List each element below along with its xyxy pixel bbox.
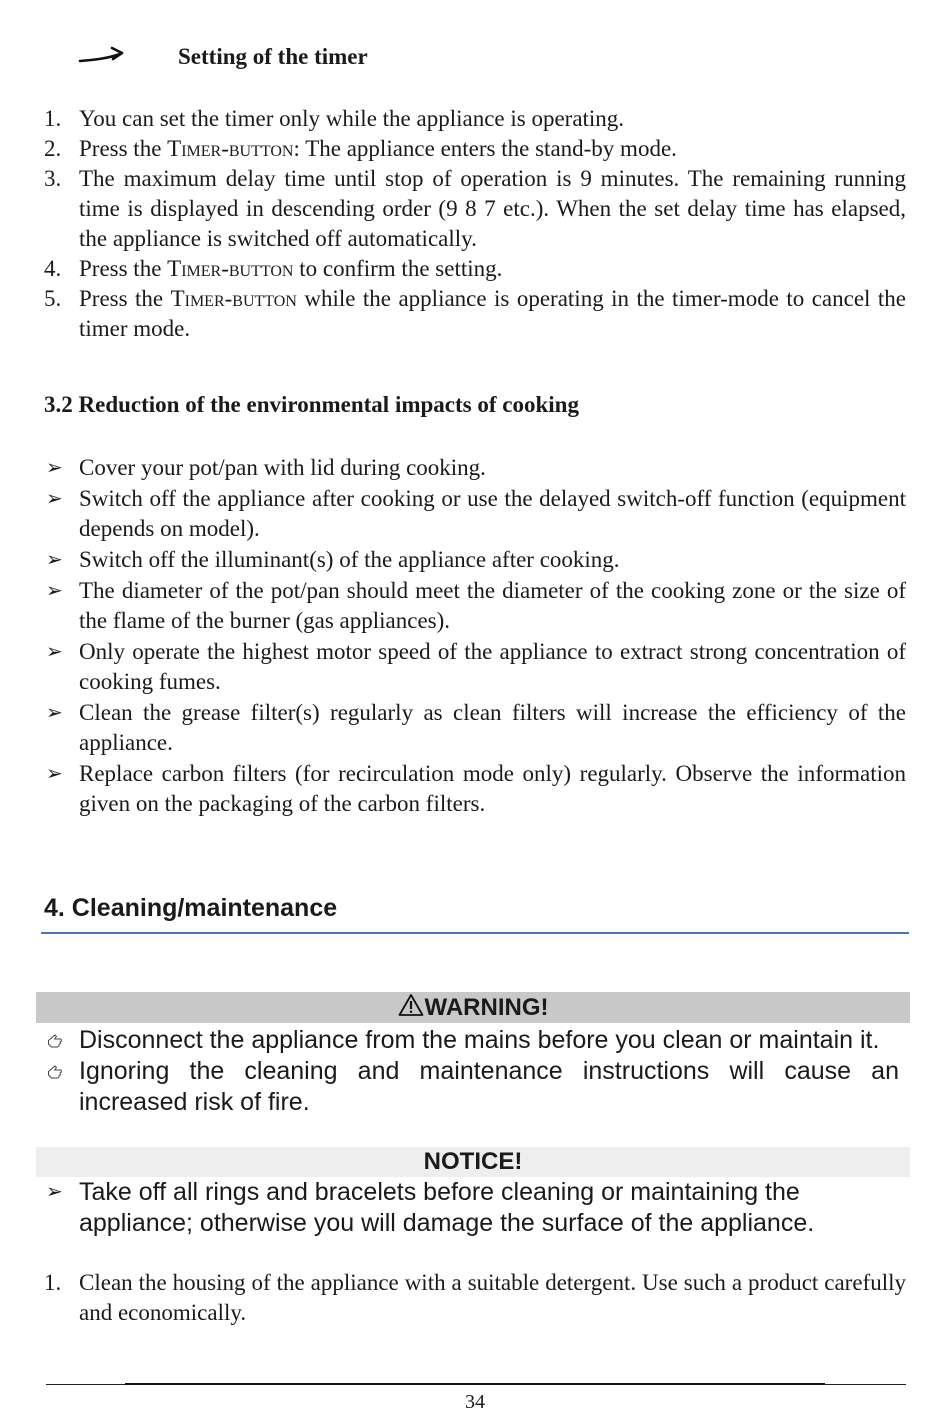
item-text-before: Press the [79, 256, 168, 281]
item-text: The maximum delay time until stop of operation is 9 minutes. The remaining running time is displayed in descending order (9 8 7 etc.). When the set delay time has elapsed, the appliance is switched off automatically. [79, 166, 906, 251]
item-number: 3. [44, 166, 62, 191]
item-number: 4. [44, 256, 62, 281]
item-text: You can set the timer only while the appliance is operating. [79, 106, 625, 131]
footer-divider-accent [125, 1383, 825, 1385]
list-item [44, 1056, 899, 1118]
arrowhead-bullet-icon: ➢ [46, 457, 63, 479]
item-text: Switch off the illuminant(s) of the appliance after cooking. [79, 547, 620, 572]
item-text: Ignoring the cleaning and maintenance instructions will cause an increased risk of fire. [79, 1057, 899, 1116]
arrowhead-bullet-icon: ➢ [46, 641, 63, 663]
item-text: The diameter of the pot/pan should meet the diameter of the cooking zone or the size of the flame of the burner (gas appliances). [79, 578, 906, 633]
arrowhead-bullet-icon: ➢ [46, 549, 63, 571]
item-text: Switch off the appliance after cooking or use the delayed switch-off function (equipment depends on model). [79, 486, 906, 541]
chapter-title-cleaning: 4. Cleaning/maintenance [44, 894, 338, 922]
timer-button-term: Timer-button [170, 286, 297, 311]
warning-list [44, 1025, 899, 1118]
list-item [44, 1025, 899, 1056]
warning-banner [36, 992, 910, 1023]
item-text: Replace carbon filters (for recirculation mode only) regularly. Observe the information given on the packaging of the carbon filters. [79, 761, 906, 816]
list-item [44, 1268, 906, 1328]
hand-arrow-icon [78, 44, 126, 68]
item-text: Clean the housing of the appliance with a suitable detergent. Use such a product carefully and economically. [79, 1270, 906, 1325]
arrowhead-bullet-icon: ➢ [46, 702, 63, 724]
item-text: Only operate the highest motor speed of the appliance to extract strong concentration of cooking fumes. [79, 639, 906, 694]
item-text-after: : The appliance enters the stand-by mode. [293, 136, 677, 161]
list-item [44, 453, 906, 483]
heading-divider [41, 932, 909, 934]
notice-list [44, 1177, 899, 1239]
item-number: 5. [44, 286, 62, 311]
list-item [44, 164, 906, 254]
notice-label: NOTICE! [423, 1148, 523, 1175]
list-item [44, 254, 906, 284]
list-item [44, 637, 906, 697]
item-text-before: Press the [79, 286, 171, 311]
warning-label: WARNING! [424, 994, 549, 1021]
item-text-before: Press the [79, 136, 168, 161]
list-item [44, 698, 906, 758]
arrowhead-bullet-icon: ➢ [46, 1181, 63, 1203]
item-text: Cover your pot/pan with lid during cooking. [79, 455, 486, 480]
list-item [44, 484, 906, 544]
warning-triangle-icon [398, 993, 424, 1017]
list-item [44, 576, 906, 636]
item-text: Disconnect the appliance from the mains before you clean or maintain it. [79, 1026, 880, 1054]
arrowhead-bullet-icon: ➢ [46, 488, 63, 510]
arrowhead-bullet-icon: ➢ [46, 763, 63, 785]
list-item [44, 284, 906, 344]
list-item [44, 134, 906, 164]
section-title-environment: 3.2 Reduction of the environmental impacts of cooking [44, 392, 579, 417]
cleaning-steps-list [44, 1268, 906, 1328]
list-item [44, 104, 906, 134]
page-number: 34 [465, 1391, 485, 1413]
list-item [44, 759, 906, 819]
item-text-after: to confirm the setting. [293, 256, 503, 281]
notice-banner [36, 1147, 910, 1177]
item-number: 1. [44, 1270, 62, 1295]
timer-steps-list [44, 104, 906, 344]
item-text-after: while the appliance is operating in the timer-mode to cancel the timer mode. [79, 286, 906, 341]
item-text: Clean the grease filter(s) regularly as clean filters will increase the efficiency of the appliance. [79, 700, 906, 755]
timer-button-term: Timer-button [167, 256, 294, 281]
pointing-hand-icon [47, 1033, 63, 1049]
item-text: Take off all rings and bracelets before cleaning or maintaining the appliance; otherwise you will damage the surface of the appliance. [79, 1178, 815, 1237]
timer-button-term: Timer-button [167, 136, 294, 161]
item-number: 2. [44, 136, 62, 161]
arrowhead-bullet-icon: ➢ [46, 580, 63, 602]
pointing-hand-icon [47, 1064, 63, 1080]
timer-title: Setting of the timer [178, 44, 368, 69]
list-item [44, 545, 906, 575]
item-number: 1. [44, 106, 62, 131]
environment-bullet-list [44, 453, 906, 820]
list-item [44, 1177, 899, 1239]
